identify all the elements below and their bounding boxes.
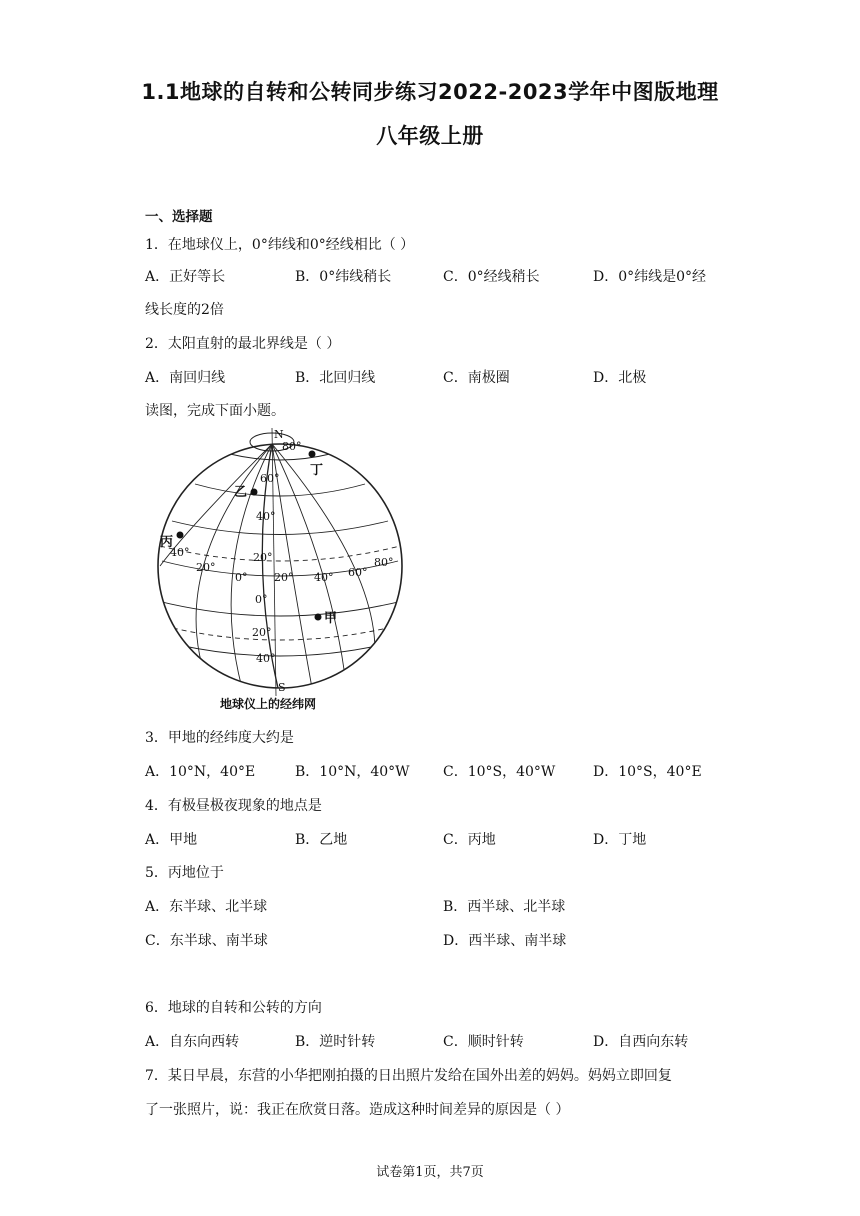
question-1-stem: 1．在地球仪上，0°纬线和0°经线相比（ ）: [145, 237, 415, 253]
question-2-option-a: A．南回归线: [145, 370, 226, 386]
question-6-option-d: D．自西向东转: [593, 1034, 689, 1050]
point-bing-marker: [177, 532, 184, 539]
question-4-stem: 4．有极昼极夜现象的地点是: [145, 798, 322, 814]
question-1-option-b: B．0°纬线稍长: [295, 269, 392, 285]
question-1-option-a: A．正好等长: [145, 269, 226, 285]
question-6-option-c: C．顺时针转: [443, 1034, 524, 1050]
lon-60e-label: 60°: [348, 566, 368, 579]
globe-graticule-diagram: [150, 426, 410, 716]
point-yi-label: 乙: [234, 485, 248, 500]
section-heading: 一、选择题: [145, 209, 213, 225]
point-bing-label: 丙: [160, 535, 174, 550]
question-1-option-d: D．0°纬线是0°经: [593, 269, 707, 285]
read-instruction: 读图，完成下面小题。: [145, 403, 285, 419]
point-yi-marker: [251, 489, 258, 496]
figure-caption: 地球仪上的经纬网: [220, 697, 317, 711]
question-3-stem: 3．甲地的经纬度大约是: [145, 730, 294, 746]
point-ding-marker: [309, 451, 316, 458]
question-6-option-a: A．自东向西转: [145, 1034, 240, 1050]
question-4-option-b: B．乙地: [295, 832, 348, 848]
question-2-option-c: C．南极圈: [443, 370, 510, 386]
lon-40e-label: 40°: [314, 571, 334, 584]
lat-0-label: 0°: [255, 593, 268, 606]
question-2-option-b: B．北回归线: [295, 370, 376, 386]
lon-20w-label: 20°: [196, 561, 216, 574]
south-label: S: [278, 681, 286, 694]
question-4-option-a: A．甲地: [145, 832, 198, 848]
lon-0-label: 0°: [235, 571, 248, 584]
question-2-stem: 2．太阳直射的最北界线是（ ）: [145, 336, 341, 352]
question-5-option-c: C．东半球、南半球: [145, 933, 268, 949]
question-5-option-d: D．西半球、南半球: [443, 933, 567, 949]
question-3-option-b: B．10°N，40°W: [295, 764, 410, 780]
lon-40w-label: 40°: [170, 546, 190, 559]
equator-line: [158, 601, 402, 616]
question-2-option-d: D．北极: [593, 370, 647, 386]
question-7-stem-line1: 7．某日早晨，东营的小华把刚拍摄的日出照片发给在国外出差的妈妈。妈妈立即回复: [145, 1068, 672, 1084]
point-jia-label: 甲: [324, 611, 338, 626]
question-6-stem: 6．地球的自转和公转的方向: [145, 1000, 322, 1016]
question-3-option-c: C．10°S，40°W: [443, 764, 556, 780]
question-1-option-c: C．0°经线稍长: [443, 269, 540, 285]
question-3-option-d: D．10°S，40°E: [593, 764, 702, 780]
question-4-option-c: C．丙地: [443, 832, 496, 848]
globe-figure: [150, 426, 410, 716]
lat-40s-label: 40°: [256, 652, 276, 665]
question-3-option-a: A．10°N，40°E: [145, 764, 256, 780]
lon-80e-label: 80°: [374, 556, 394, 569]
question-1-option-d-continued: 线长度的2倍: [145, 302, 224, 318]
question-5-option-a: A．东半球、北半球: [145, 899, 268, 915]
point-jia-marker: [315, 614, 322, 621]
page-title-line1: 1.1地球的自转和公转同步练习2022-2023学年中图版地理: [141, 80, 719, 104]
lon-20e-label: 20°: [274, 571, 294, 584]
point-ding-label: 丁: [310, 463, 324, 478]
question-5-option-b: B．西半球、北半球: [443, 899, 566, 915]
lat-40n-label: 40°: [256, 510, 276, 523]
north-label: N: [274, 428, 284, 441]
page-footer: 试卷第1页，共7页: [376, 1165, 484, 1180]
page-title-line2: 八年级上册: [376, 124, 484, 148]
lat-20n-label: 20°: [253, 551, 273, 564]
question-5-stem: 5．丙地位于: [145, 865, 224, 881]
lat-20s-label: 20°: [252, 626, 272, 639]
lat-60-label: 60°: [260, 472, 280, 485]
question-6-option-b: B．逆时针转: [295, 1034, 376, 1050]
question-7-stem-line2: 了一张照片，说：我正在欣赏日落。造成这种时间差异的原因是（ ）: [145, 1102, 570, 1118]
lat-80-label: 80°: [282, 440, 302, 453]
question-4-option-d: D．丁地: [593, 832, 647, 848]
